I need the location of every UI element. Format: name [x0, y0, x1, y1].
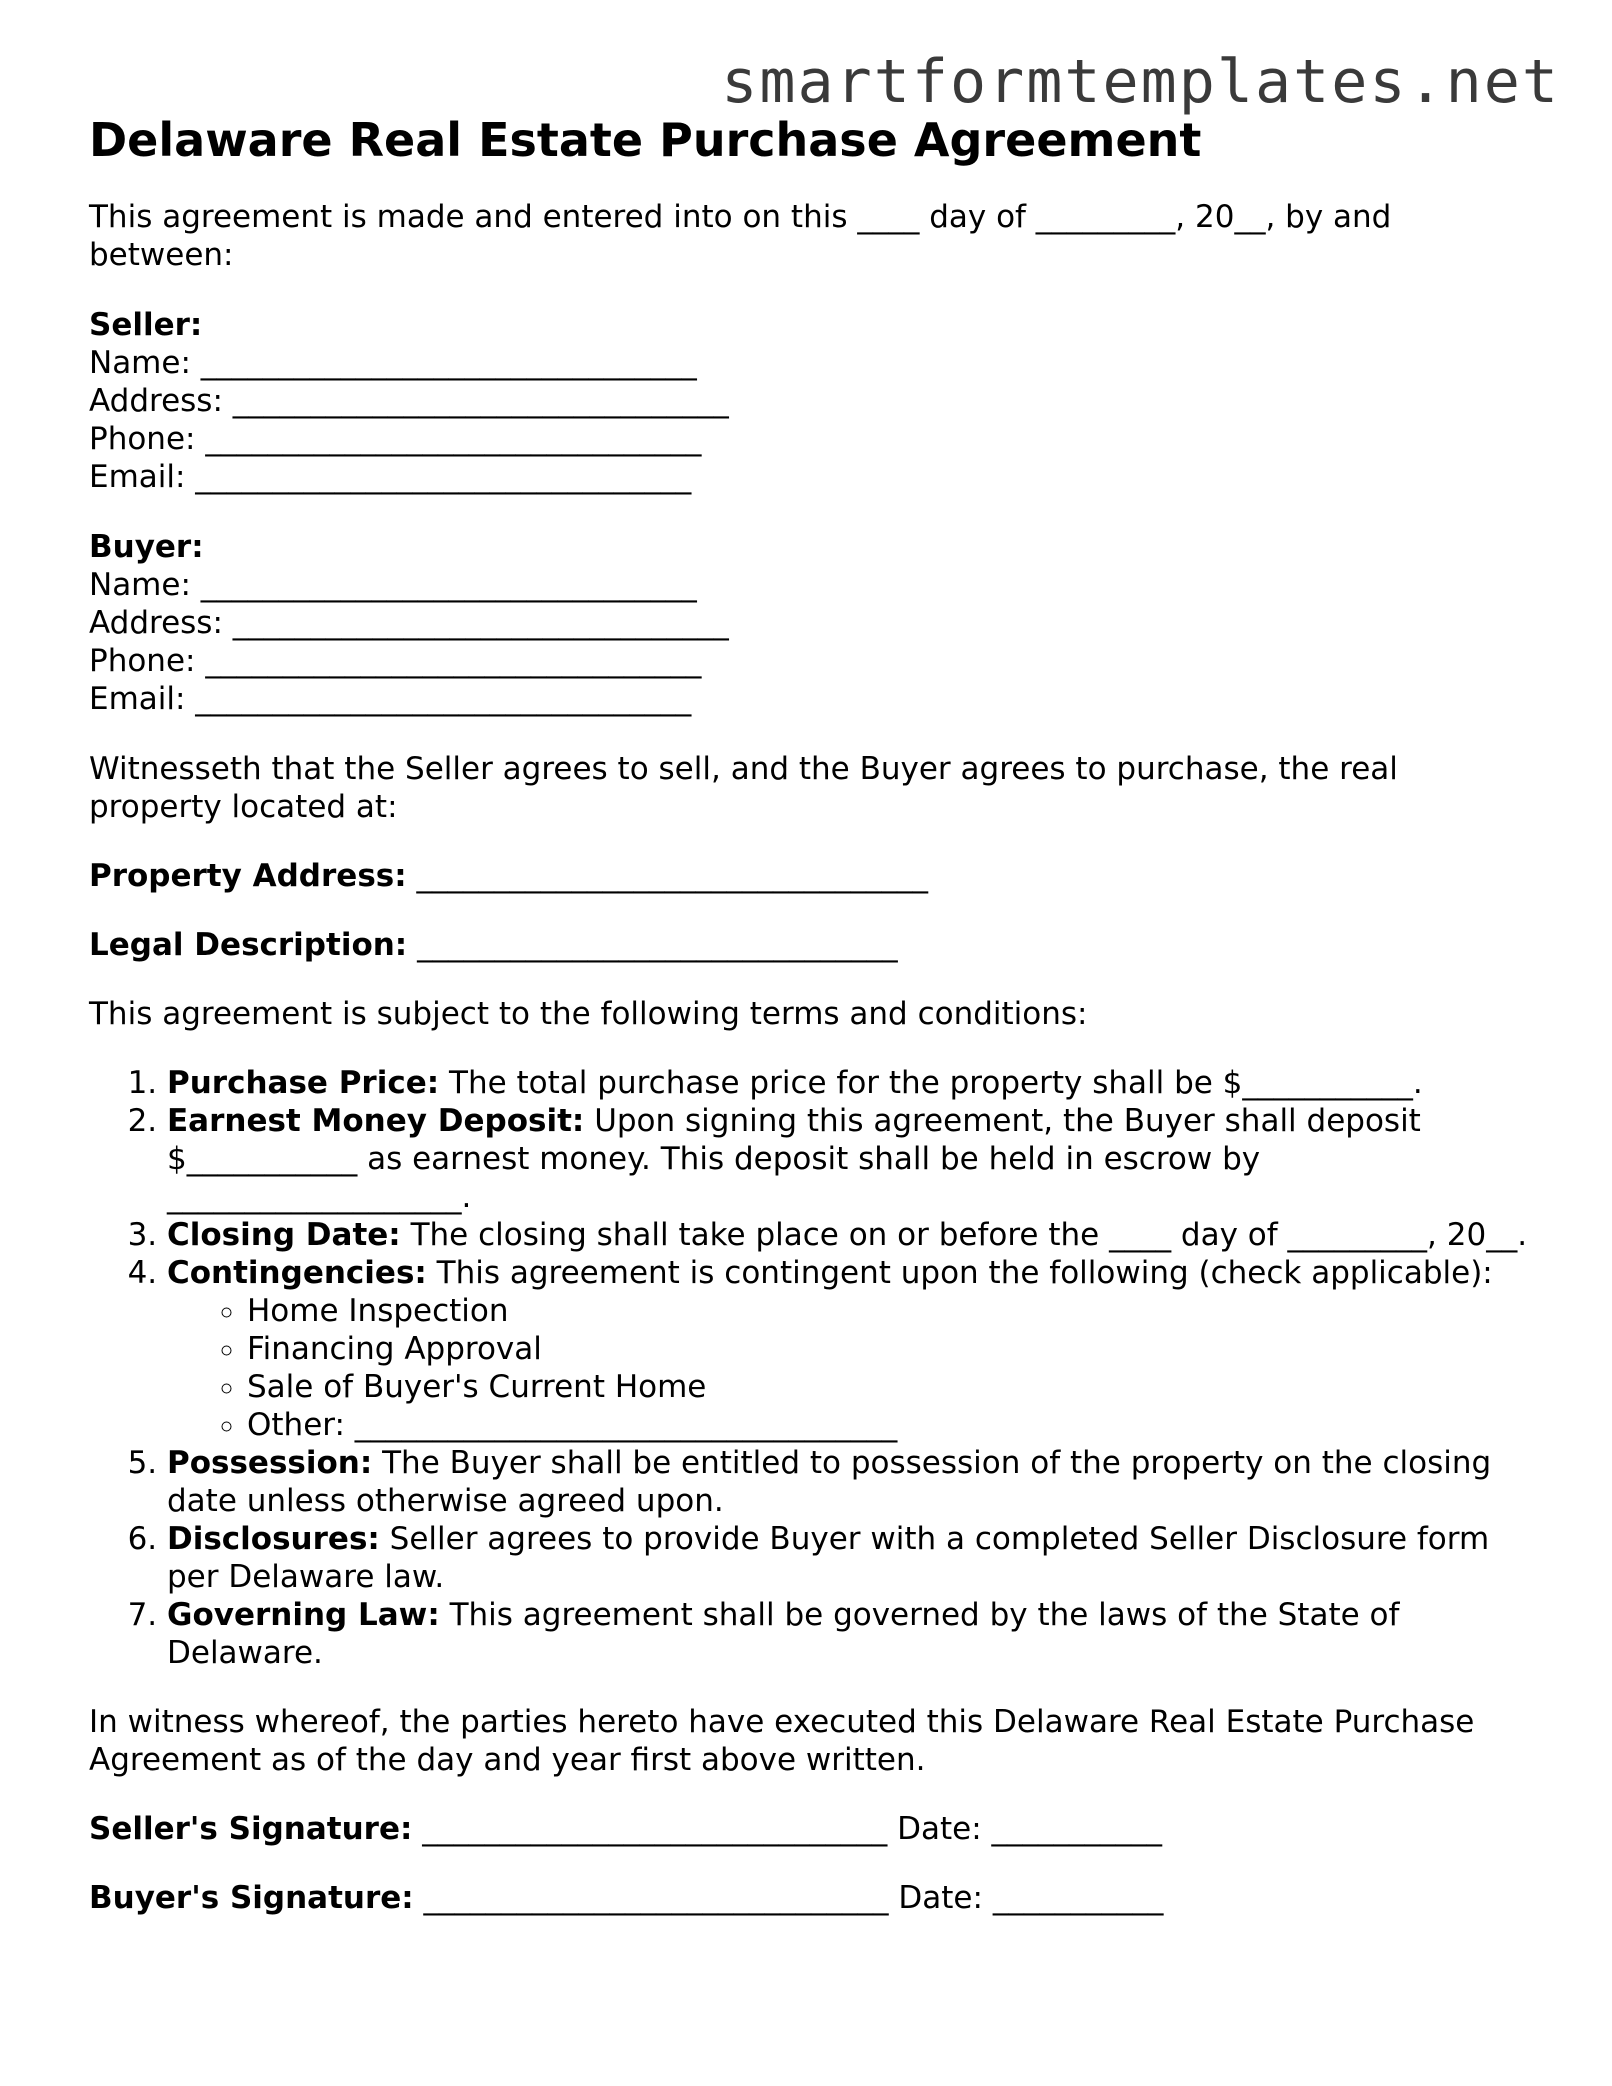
closing-paragraph: In witness whereof, the parties hereto have executed this Delaware Real Estate Purchase Agreement as of the day and year first above written.	[89, 1704, 1475, 1778]
property-address-blank: _________________________________	[416, 858, 928, 894]
buyer-name-field: Name: ________________________________	[89, 567, 697, 603]
term-purchase-price	[167, 1064, 1529, 1102]
term-text: This agreement is contingent upon the following (check applicable):	[436, 1255, 1493, 1291]
buyer-date-label: Date:	[898, 1880, 983, 1916]
watermark: smartformtemplates.net	[721, 47, 1560, 117]
buyer-date-blank: ___________	[992, 1880, 1164, 1916]
term-title: Governing Law:	[167, 1597, 440, 1633]
buyer-address-field: Address: ________________________________	[89, 605, 729, 641]
term-text: Upon signing this agreement, the Buyer shall deposit $___________ as earnest money. This deposit shall be held in escrow by ___________________.	[167, 1103, 1421, 1215]
buyer-signature-label: Buyer's Signature:	[89, 1880, 414, 1916]
intro-paragraph: This agreement is made and entered into on this ____ day of _________, 20__, by and between:	[89, 199, 1392, 273]
seller-date-blank: ___________	[991, 1811, 1163, 1847]
contingency-home-inspection: ◦ Home Inspection	[247, 1292, 1529, 1330]
seller-phone-field: Phone: ________________________________	[89, 421, 702, 457]
witnesseth-paragraph: Witnesseth that the Seller agrees to sell, and the Buyer agrees to purchase, the real property located at:	[89, 751, 1398, 825]
term-text: The closing shall take place on or before the ____ day of _________, 20__.	[410, 1217, 1528, 1253]
seller-signature-blank: ______________________________	[422, 1811, 888, 1847]
seller-name-field: Name: ________________________________	[89, 345, 697, 381]
legal-description-blank: _______________________________	[417, 927, 898, 963]
term-title: Closing Date:	[167, 1217, 401, 1253]
term-title: Earnest Money Deposit:	[167, 1103, 585, 1139]
seller-date-label: Date:	[897, 1811, 982, 1847]
seller-email-field: Email: ________________________________	[89, 459, 692, 495]
property-address-label: Property Address:	[89, 858, 407, 894]
term-contingencies	[167, 1254, 1529, 1444]
term-title: Purchase Price:	[167, 1065, 440, 1101]
term-closing-date	[167, 1216, 1529, 1254]
seller-signature-line	[89, 1810, 1529, 1848]
seller-section	[89, 306, 1529, 496]
term-possession	[167, 1444, 1529, 1520]
buyer-signature-blank: ______________________________	[423, 1880, 889, 1916]
term-disclosures	[167, 1520, 1529, 1596]
buyer-phone-field: Phone: ________________________________	[89, 643, 702, 679]
term-governing-law	[167, 1596, 1529, 1672]
term-title: Contingencies:	[167, 1255, 427, 1291]
term-title: Disclosures:	[167, 1521, 380, 1557]
term-text: This agreement shall be governed by the laws of the State of Delaware.	[167, 1597, 1400, 1671]
contingency-sale-of-current-home: ◦ Sale of Buyer's Current Home	[247, 1368, 1529, 1406]
term-text: Seller agrees to provide Buyer with a completed Seller Disclosure form per Delaware law.	[167, 1521, 1490, 1595]
seller-signature-label: Seller's Signature:	[89, 1811, 413, 1847]
document-body	[89, 112, 1529, 1917]
contingencies-list	[167, 1292, 1529, 1444]
seller-heading: Seller:	[89, 307, 203, 343]
legal-description-label: Legal Description:	[89, 927, 408, 963]
terms-list	[89, 1064, 1529, 1672]
buyer-email-field: Email: ________________________________	[89, 681, 692, 717]
legal-description-line	[89, 926, 1529, 964]
contingency-financing-approval: ◦ Financing Approval	[247, 1330, 1529, 1368]
buyer-signature-line	[89, 1879, 1529, 1917]
buyer-section	[89, 528, 1529, 718]
seller-address-field: Address: ________________________________	[89, 383, 729, 419]
term-title: Possession:	[167, 1445, 373, 1481]
term-text: The Buyer shall be entitled to possession of the property on the closing date unless otherwise agreed upon.	[167, 1445, 1492, 1519]
conditions-intro: This agreement is subject to the following terms and conditions:	[89, 996, 1088, 1032]
document-title: Delaware Real Estate Purchase Agreement	[89, 113, 1202, 167]
property-address-line	[89, 857, 1529, 895]
term-earnest-money	[167, 1102, 1529, 1216]
term-text: The total purchase price for the property shall be $___________.	[449, 1065, 1423, 1101]
buyer-heading: Buyer:	[89, 529, 204, 565]
contingency-other: ◦ Other: ___________________________________	[247, 1406, 1529, 1444]
